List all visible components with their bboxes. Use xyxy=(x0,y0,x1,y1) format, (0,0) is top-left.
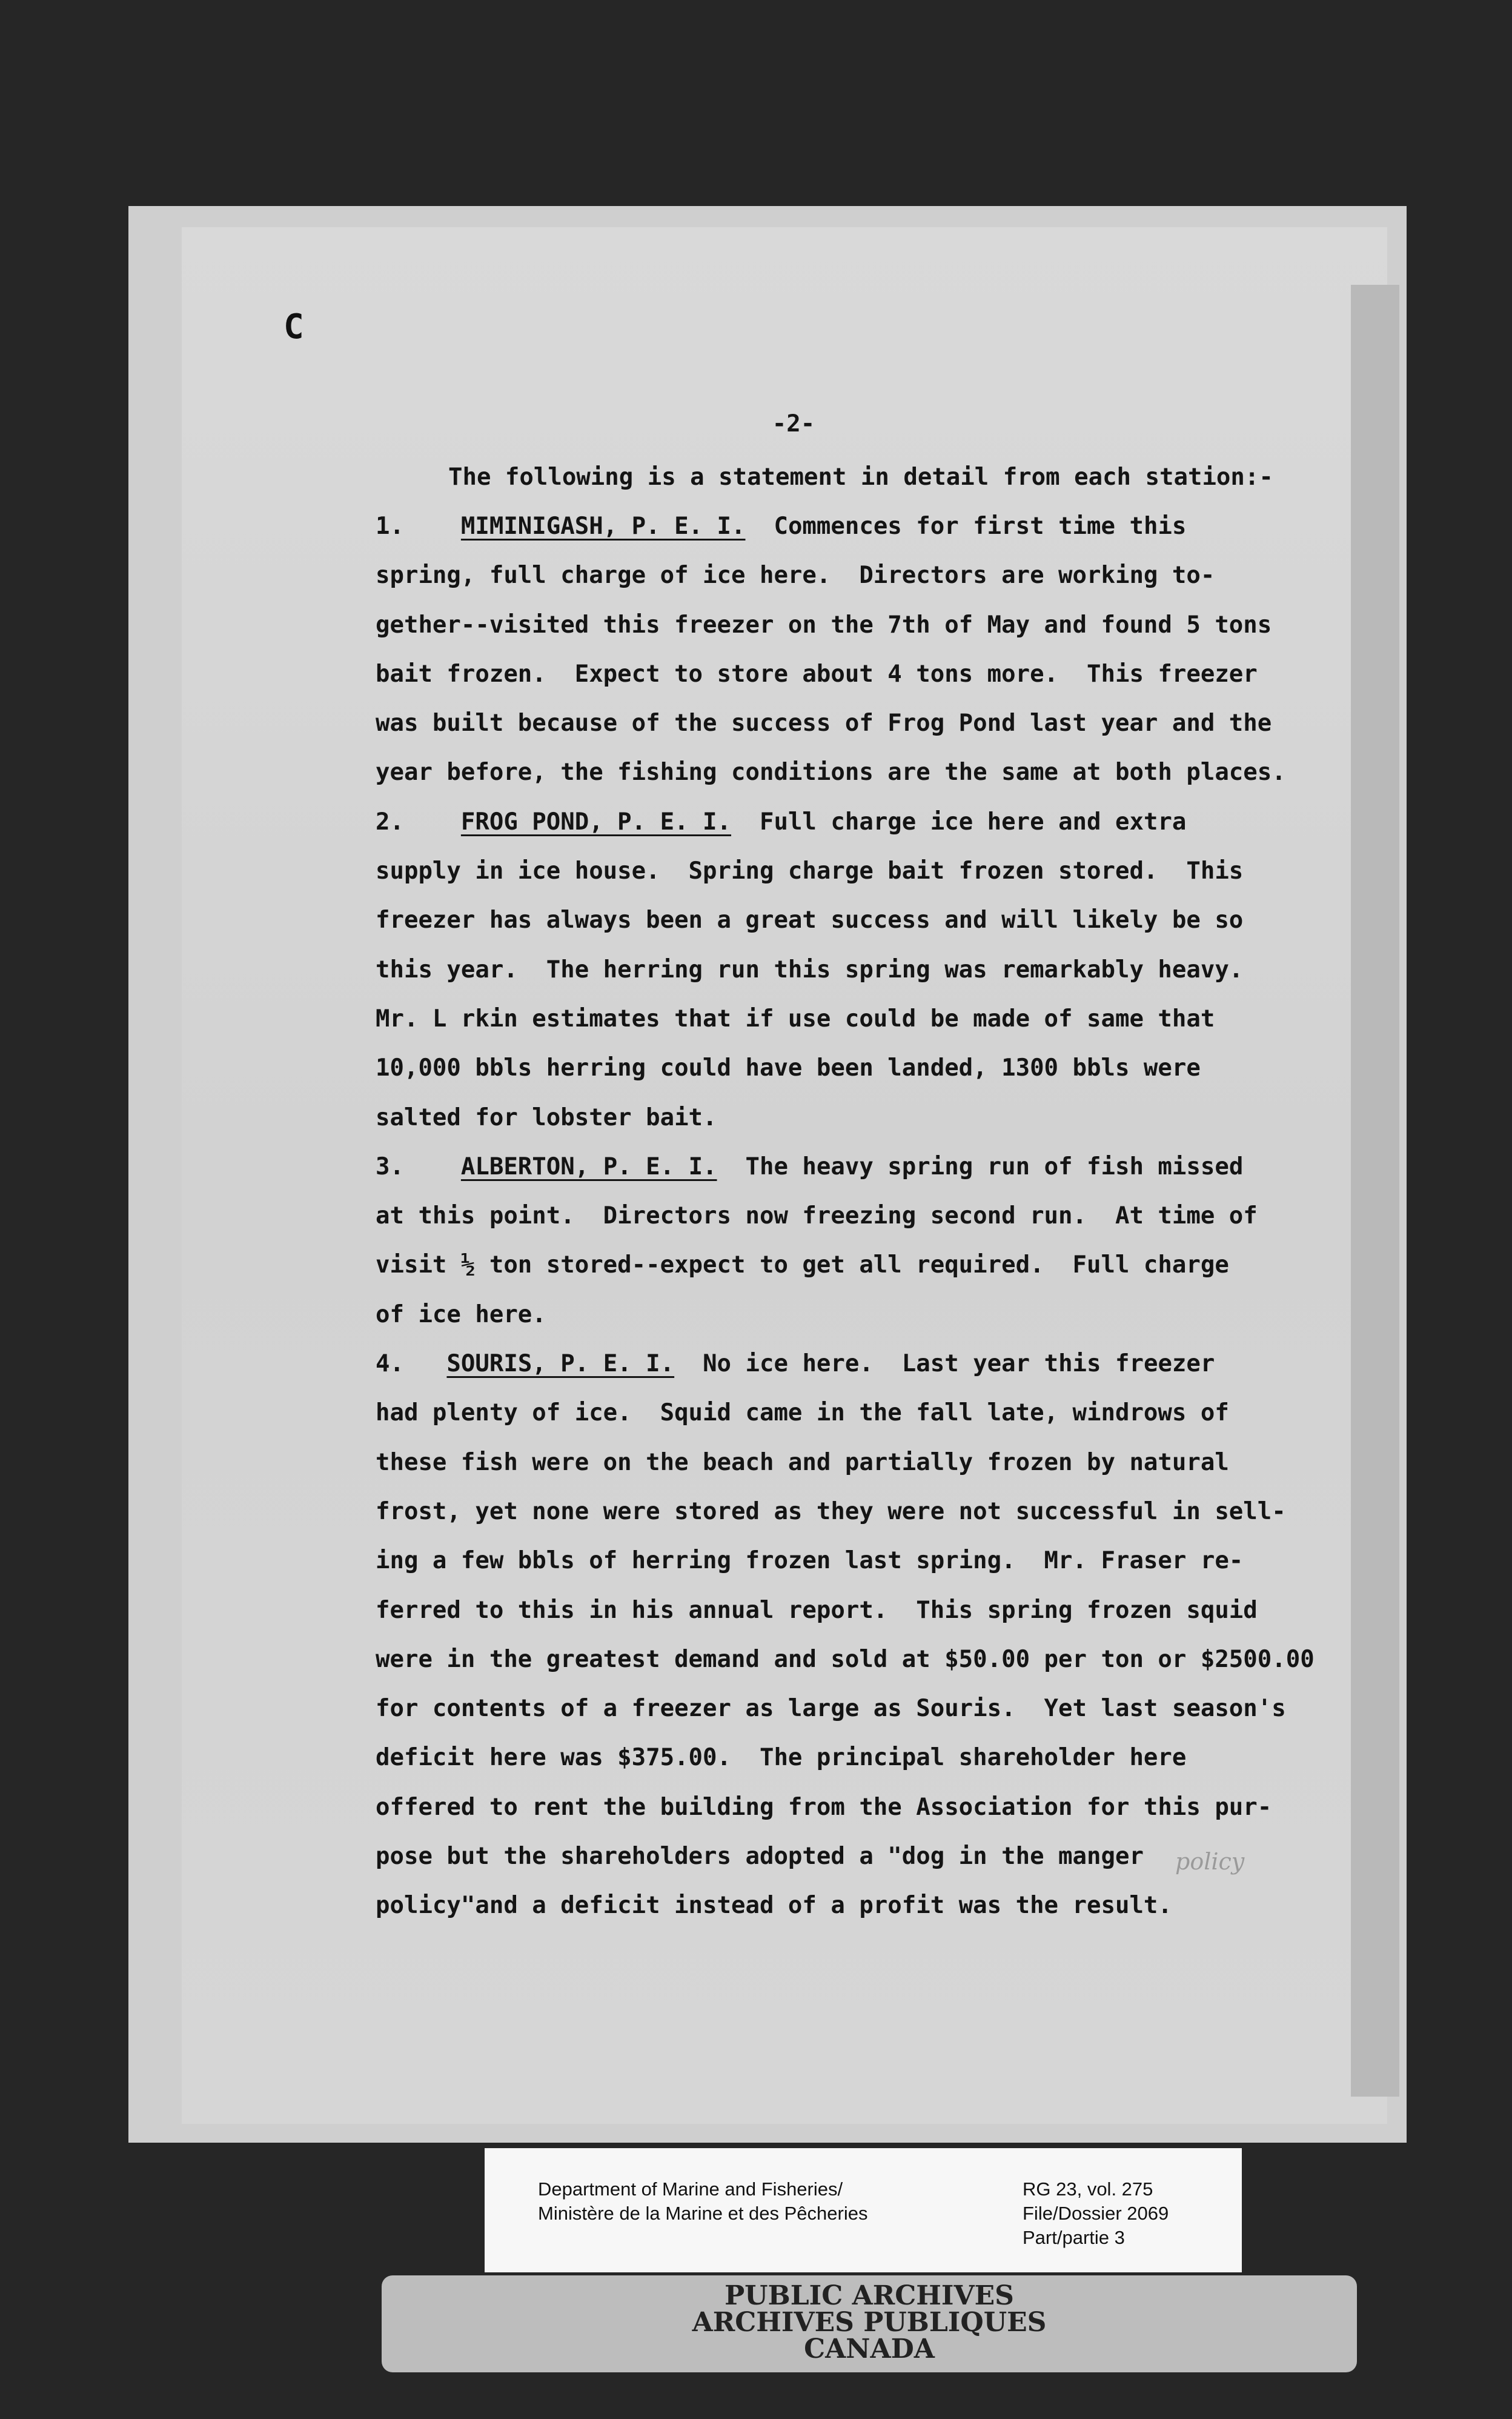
section-line: at this point. Directors now freezing second run. At time of xyxy=(376,1202,1258,1230)
section-line: these fish were on the beach and partially frozen by natural xyxy=(376,1448,1229,1476)
intro-line: The following is a statement in detail from each station:- xyxy=(448,464,1273,491)
archive-label xyxy=(485,2148,1242,2272)
section-line: spring, full charge of ice here. Directors are working to- xyxy=(376,562,1215,590)
section-line: deficit here was $375.00. The principal shareholder here xyxy=(376,1744,1187,1772)
section-line: ferred to this in his annual report. This spring frozen squid xyxy=(376,1596,1258,1624)
part-number: Part/partie 3 xyxy=(1023,2227,1125,2248)
section-line: year before, the fishing conditions are the same at both places. xyxy=(376,759,1286,787)
section-4-first-line xyxy=(376,1339,1369,1388)
section-line: visit ½ ton stored--expect to get all required. Full charge xyxy=(376,1251,1229,1279)
typed-text xyxy=(376,400,1369,1931)
section-line: were in the greatest demand and sold at $50.00 per ton or $2500.00 xyxy=(376,1645,1315,1673)
section-number: 2. xyxy=(376,808,404,836)
section-line: was built because of the success of Frog Pond last year and the xyxy=(376,710,1272,737)
department-english: Department of Marine and Fisheries/ xyxy=(538,2178,843,2200)
corner-mark: C xyxy=(284,307,304,347)
archive-label-department xyxy=(538,2177,867,2226)
archives-stamp xyxy=(382,2275,1357,2372)
section-2-first-line xyxy=(376,797,1369,847)
section-line: offered to rent the building from the Association for this pur- xyxy=(376,1793,1272,1821)
section-line: 10,000 bbls herring could have been landed, 1300 bbls were xyxy=(376,1054,1201,1082)
section-line: bait frozen. Expect to store about 4 tons more. This freezer xyxy=(376,660,1258,688)
section-number: 1. xyxy=(376,513,404,540)
file-number: File/Dossier 2069 xyxy=(1023,2203,1169,2224)
section-heading: ALBERTON, P. E. I. xyxy=(460,1153,717,1180)
section-line: frost, yet none were stored as they were not successful in sell- xyxy=(376,1497,1286,1525)
section-line: policy"and a deficit instead of a profit was the result. xyxy=(376,1892,1172,1920)
section-line: had plenty of ice. Squid came in the fall late, windrows of xyxy=(376,1399,1229,1427)
section-number: 3. xyxy=(376,1153,404,1180)
stamp-line: PUBLIC ARCHIVES xyxy=(724,2280,1014,2311)
section-line: salted for lobster bait. xyxy=(376,1103,717,1131)
section-heading: SOURIS, P. E. I. xyxy=(446,1350,675,1378)
page-number: -2- xyxy=(772,410,815,438)
section-line: Full charge ice here and extra xyxy=(759,808,1187,836)
pencil-note: policy xyxy=(1175,1848,1245,1875)
section-line: No ice here. Last year this freezer xyxy=(703,1350,1215,1378)
stamp-line: CANADA xyxy=(804,2334,935,2364)
section-line: supply in ice house. Spring charge bait frozen stored. This xyxy=(376,857,1244,885)
section-3-first-line xyxy=(376,1142,1369,1191)
section-line: this year. The herring run this spring was remarkably heavy. xyxy=(376,956,1244,983)
section-line: of ice here. xyxy=(376,1300,546,1328)
section-line: for contents of a freezer as large as Souris. Yet last season's xyxy=(376,1695,1286,1723)
section-line: gether--visited this freezer on the 7th of May and found 5 tons xyxy=(376,611,1272,639)
section-line: Commences for first time this xyxy=(774,513,1187,540)
archive-label-reference xyxy=(1023,2177,1169,2250)
section-number: 4. xyxy=(376,1350,404,1378)
section-heading: FROG POND, P. E. I. xyxy=(460,808,732,836)
section-line: Mr. L rkin estimates that if use could be made of same that xyxy=(376,1005,1215,1033)
section-1-first-line xyxy=(376,502,1369,551)
department-french: Ministère de la Marine et des Pêcheries xyxy=(538,2203,868,2224)
section-line: ing a few bbls of herring frozen last spring. Mr. Fraser re- xyxy=(376,1547,1244,1575)
stamp-line: ARCHIVES PUBLIQUES xyxy=(692,2307,1047,2338)
section-line: pose but the shareholders adopted a "dog in the manger xyxy=(376,1843,1144,1871)
record-group: RG 23, vol. 275 xyxy=(1023,2178,1153,2200)
section-line: The heavy spring run of fish missed xyxy=(745,1153,1244,1180)
section-line: freezer has always been a great success and will likely be so xyxy=(376,907,1244,934)
section-heading: MIMINIGASH, P. E. I. xyxy=(460,513,746,540)
